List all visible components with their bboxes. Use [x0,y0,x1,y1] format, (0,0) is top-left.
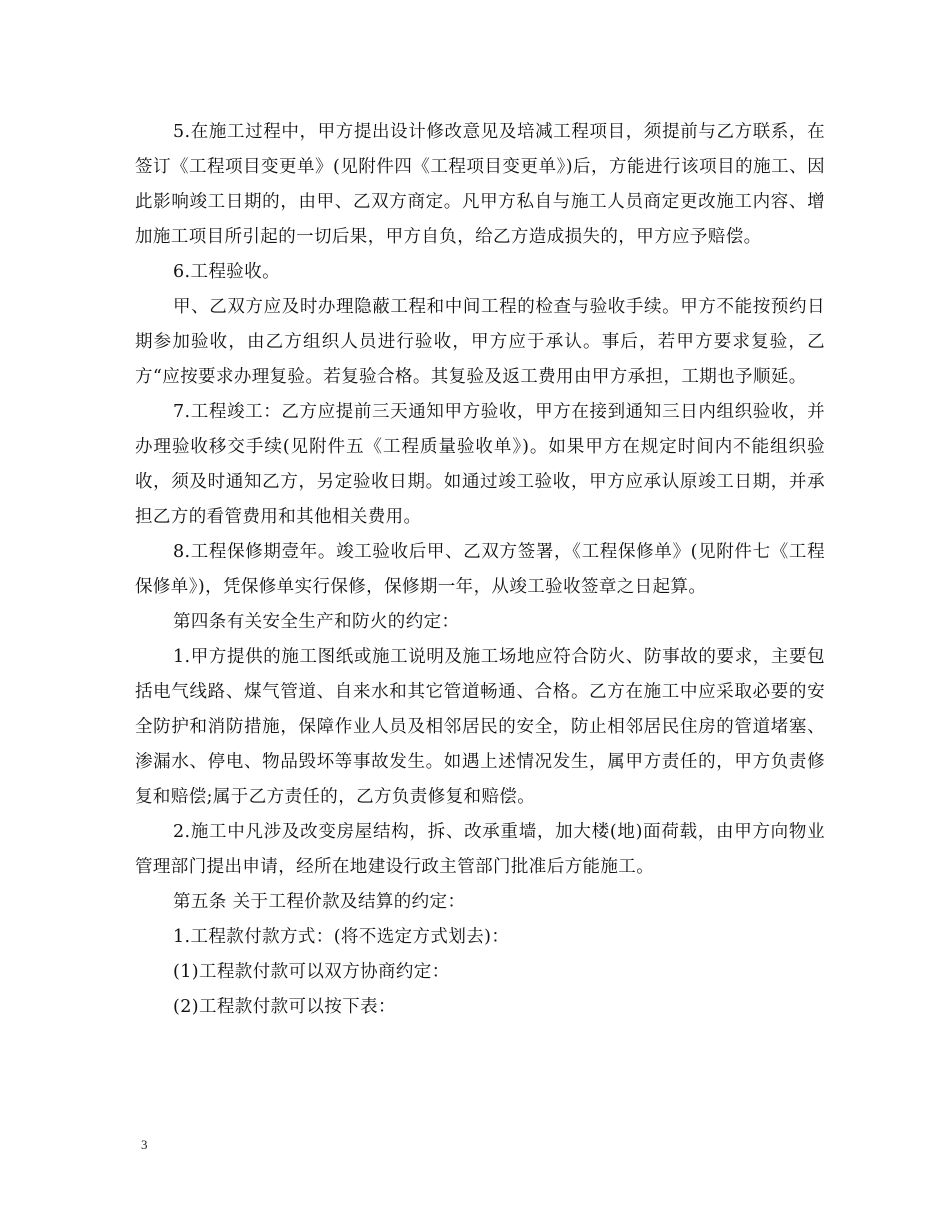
paragraph-article-5-item-1: 1.工程款付款方式：(将不选定方式划去)： [173,927,510,947]
paragraph-article-4-heading: 第四条有关安全生产和防火的约定： [173,612,460,632]
paragraph-clause-7: 7.工程竣工：乙方应提前三天通知甲方验收，甲方在接到通知三日内组织验收，并办理验收移交手续(见附件五《工程质量验收单》)。如果甲方在规定时间内不能组织验收，须及时通知乙方，另定验收日期。如通过竣工验收，甲方应承认原竣工日期，并承担乙方的看管费用和其他相关费用。 [135,402,825,527]
paragraph-article-4-item-1: 1.甲方提供的施工图纸或施工说明及施工场地应符合防火、防事故的要求，主要包括电气线路、煤气管道、自来水和其它管道畅通、合格。乙方在施工中应采取必要的安全防护和消防措施，保障作业人员及相邻居民的安全，防止相邻居民住房的管道堵塞、渗漏水、停电、物品毁坏等事故发生。如遇上述情况发生，属甲方责任的，甲方负责修复和赔偿;属于乙方责任的，乙方负责修复和赔偿。 [135,647,825,807]
paragraph-clause-5: 5.在施工过程中，甲方提出设计修改意见及培减工程项目，须提前与乙方联系，在签订《工程项目变更单》(见附件四《工程项目变更单》)后，方能进行该项目的施工、因此影响竣工日期的，由甲、乙双方商定。凡甲方私自与施工人员商定更改施工内容、增加施工项目所引起的一切后果，甲方自负，给乙方造成损失的，甲方应予赔偿。 [135,122,825,247]
paragraph-clause-8: 8.工程保修期壹年。竣工验收后甲、乙双方签署，《工程保修单》(见附件七《工程保修单》)，凭保修单实行保修，保修期一年，从竣工验收签章之日起算。 [135,542,825,597]
paragraph-clause-6-heading: 6.工程验收。 [173,262,280,282]
page-number: 3 [141,1137,148,1152]
paragraph-payment-option-2: (2)工程款付款可以按下表： [173,997,396,1017]
paragraph-article-5-heading: 第五条 关于工程价款及结算的约定： [173,892,466,912]
paragraph-payment-option-1: (1)工程款付款可以双方协商约定： [173,962,450,982]
paragraph-clause-6-body: 甲、乙双方应及时办理隐蔽工程和中间工程的检查与验收手续。甲方不能按预约日期参加验收，由乙方组织人员进行验收，甲方应于承认。事后，若甲方要求复验，乙方“应按要求办理复验。若复验合格。其复验及返工费用由甲方承担，工期也予顺延。 [135,297,825,387]
document-body [135,115,825,1025]
paragraph-article-4-item-2: 2.施工中凡涉及改变房屋结构，拆、改承重墙，加大楼(地)面荷载，由甲方向物业管理部门提出申请，经所在地建设行政主管部门批准后方能施工。 [135,822,825,877]
